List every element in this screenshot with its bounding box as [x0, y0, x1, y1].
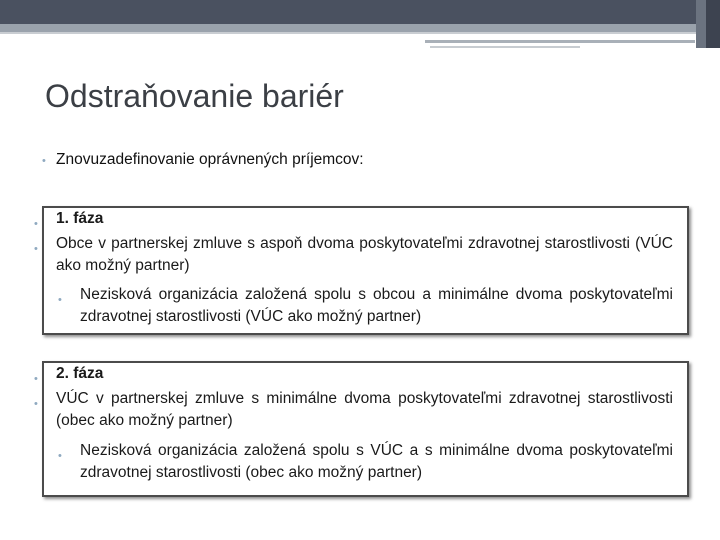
- bullet-icon: •: [34, 218, 38, 230]
- header-accent-line-short: [430, 46, 580, 48]
- phase-2-box: [34, 361, 689, 497]
- bullet-icon: •: [58, 294, 62, 306]
- bullet-icon: •: [34, 398, 38, 410]
- phase-2-heading: 2. fáza: [56, 365, 104, 382]
- slide-title: Odstraňovanie bariér: [45, 78, 344, 114]
- phase-2-item-1-text: VÚC v partnerskej zmluve s minimálne dvoma poskytovateľmi zdravotnej starostlivosti (obec ako možný partner): [56, 390, 673, 429]
- phase-1-item-2-text: Nezisková organizácia založená spolu s obcou a minimálne dvoma poskytovateľmi zdravotnej starostlivosti (VÚC ako možný partner): [80, 286, 673, 325]
- phase-1-item-1: [20, 233, 687, 277]
- header-bar: [0, 0, 696, 24]
- phase-1-item-1-text: Obce v partnerskej zmluve s aspoň dvoma poskytovateľmi zdravotnej starostlivosti (VÚC ako možný partner): [56, 235, 673, 274]
- subtitle-text: Znovuzadefinovanie oprávnených príjemcov:: [56, 151, 364, 168]
- phase-1-box: [34, 206, 689, 335]
- phase-2-item-1: [20, 388, 687, 432]
- bullet-icon: •: [34, 373, 38, 385]
- phase-1-item-2: [44, 284, 687, 328]
- corner-block-light: [696, 0, 706, 48]
- phase-1-heading-row: [20, 208, 687, 230]
- phase-2-heading-row: [20, 363, 687, 385]
- bullet-icon: •: [42, 155, 46, 167]
- phase-2-item-2-text: Nezisková organizácia založená spolu s VÚC a s minimálne dvoma poskytovateľmi zdravotnej starostlivosti (obec ako možný partner): [80, 442, 673, 481]
- subtitle-row: [42, 151, 364, 169]
- phase-1-heading: 1. fáza: [56, 210, 104, 227]
- bullet-icon: •: [34, 243, 38, 255]
- bullet-icon: •: [58, 450, 62, 462]
- corner-block-dark: [706, 0, 720, 48]
- header-accent-line: [425, 40, 695, 43]
- header-strip: [0, 24, 720, 32]
- phase-2-item-2: [44, 440, 687, 484]
- header-line: [0, 32, 720, 34]
